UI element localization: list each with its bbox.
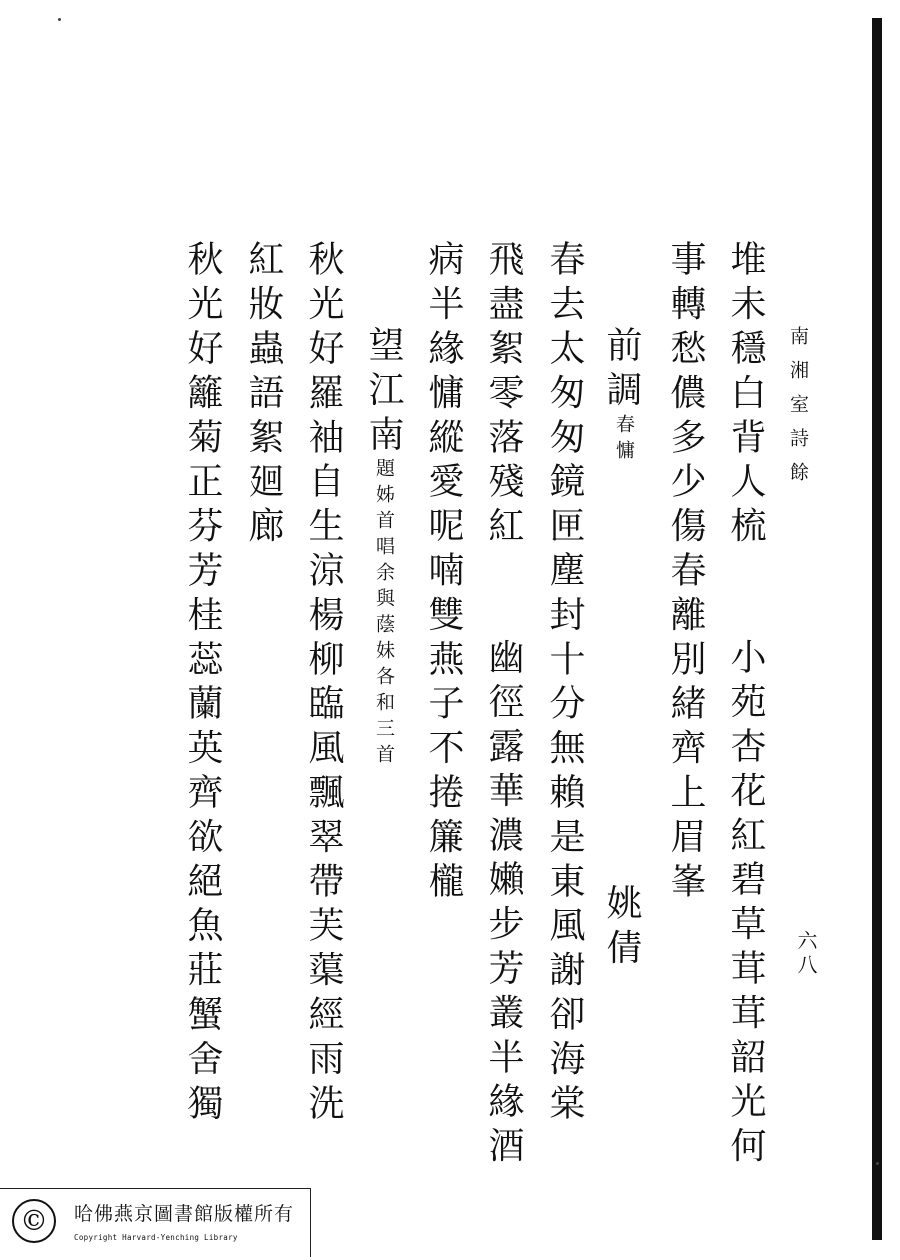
poem-author: 姚倩 (601, 884, 642, 973)
verse-segment: 小苑杏花紅碧草茸茸韶光何 (725, 638, 766, 1172)
poem1-line-4 (483, 0, 524, 1172)
verse-segment: 病半緣慵縱愛呢喃雙燕子不捲簾櫳 (423, 240, 464, 906)
copyright-chinese: 哈佛燕京圖書館版權所有 (74, 1203, 295, 1225)
verse-segment: 秋光好籬菊正芬芳桂蕊蘭英齊欲絕魚莊蟹舍獨 (182, 240, 223, 1128)
poem1-title-column (601, 0, 642, 415)
scan-speck (876, 1162, 879, 1165)
verse-segment: 飛盡絮零落殘紅 (483, 240, 524, 551)
page-edge-rule (872, 18, 882, 1240)
poem1-line-1 (725, 0, 766, 1172)
poem1-line-2 (665, 0, 706, 906)
running-title: 南湘室詩餘 (787, 326, 809, 496)
verse-segment: 幽徑露華濃嬾步芳叢半緣酒 (483, 638, 524, 1172)
poem2-line-2 (243, 0, 284, 551)
poem2-line-1 (303, 0, 344, 1128)
verse-segment: 春去太匆匆鏡匣塵封十分無賴是東風謝卻海棠 (544, 240, 585, 1128)
poem1-line-3 (544, 0, 585, 1128)
copyright-english: Copyright Harvard-Yenching Library (74, 1233, 238, 1242)
verse-segment: 堆未穩白背人梳 (725, 240, 766, 551)
page-number: 六八 (794, 930, 818, 978)
verse-segment: 紅妝蟲語絮廻廊 (243, 240, 284, 551)
poem1-line-5 (423, 0, 464, 906)
verse-segment: 秋光好羅袖自生涼楊柳臨風飄翠帶芙蕖經雨洗 (303, 240, 344, 1128)
poem-subtitle: 春慵 (613, 414, 635, 466)
scan-speck (58, 18, 61, 21)
copyright-stamp (0, 1188, 311, 1257)
poem-title: 望江南 (363, 326, 404, 460)
poem2-line-3 (182, 0, 223, 1128)
verse-segment: 事轉愁儂多少傷春離別緒齊上眉峯 (665, 240, 706, 906)
poem-subtitle: 題姊首唱余與蔭妹各和三首 (373, 458, 395, 770)
poem-title: 前調 (601, 326, 642, 415)
copyright-icon: © (12, 1199, 56, 1243)
